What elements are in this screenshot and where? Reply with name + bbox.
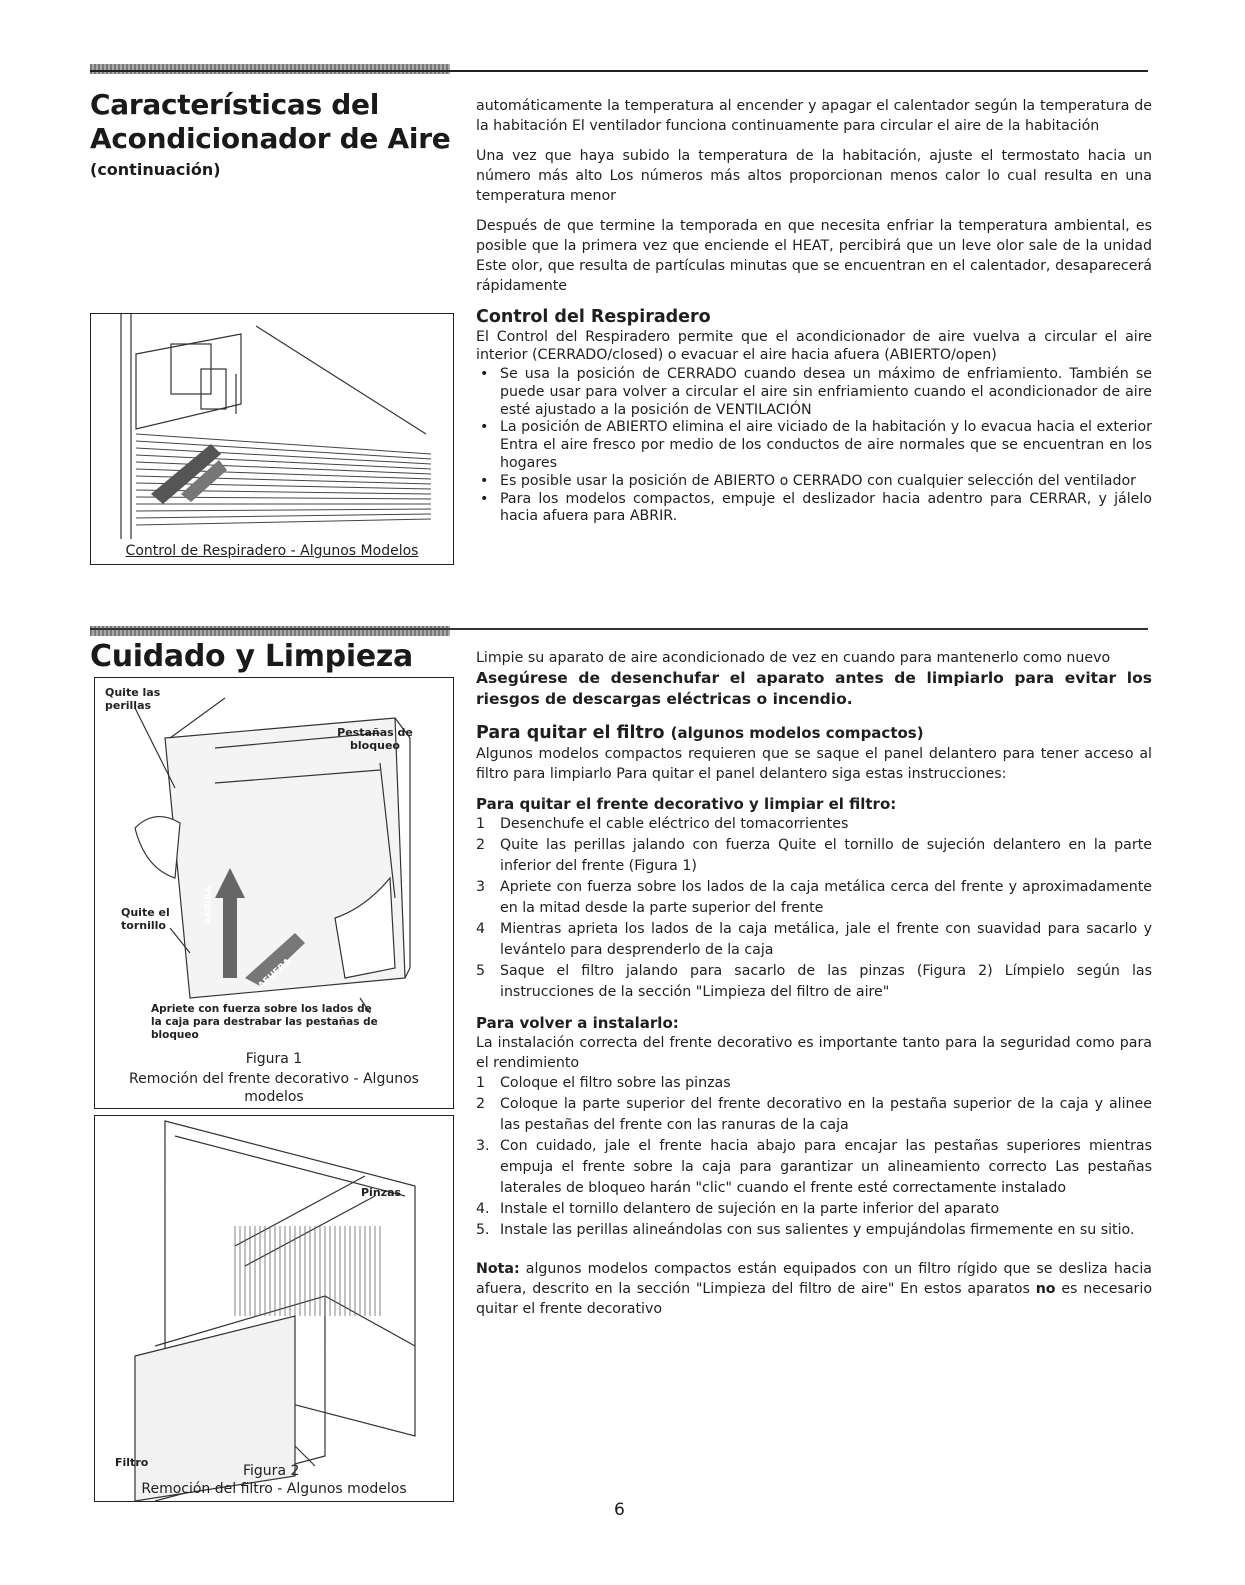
remove-steps: [476, 814, 1152, 1003]
list-item: [476, 1094, 1152, 1136]
arrow-out-label: AFUERA: [256, 956, 294, 992]
step-text: Mientras aprieta los lados de la caja metálica, jale el frente con suavidad para sacarlo y levántelo para desprenderlo de la caja: [500, 921, 1152, 958]
step-text: Apriete con fuerza sobre los lados de la caja metálica cerca del frente y aproximadamente en la mitad desde la parte superior del frente: [500, 879, 1152, 916]
page-title: [90, 88, 460, 156]
paragraph: Algunos modelos compactos requieren que se saque el panel delantero para tener acceso al filtro para limpiarlo Para quitar el panel delantero siga estas instrucciones:: [476, 746, 1152, 782]
step-text: Desenchufe el cable eléctrico del tomacorrientes: [500, 816, 849, 832]
page-number: 6: [614, 1500, 625, 1520]
note-label: Nota:: [476, 1261, 520, 1277]
list-item: [476, 1073, 1152, 1094]
step-number: 2: [476, 1096, 486, 1112]
bullet-icon: •: [480, 472, 489, 489]
title-line: Características del: [90, 88, 380, 121]
paragraph: Una vez que haya subido la temperatura de la habitación, ajuste el termostato hacia un número más alto Los números más altos proporcionan menos calor lo cual resulta en una temperatura menor: [476, 148, 1152, 204]
paragraph: Después de que termine la temporada en que necesita enfriar la temperatura ambiental, es posible que la primera vez que enciende el HEAT, percibirá que un leve olor sale de la unidad Este olor, que resulta de partículas minutas que se encuentran en el calentador, desaparecerá rápidamente: [476, 218, 1152, 294]
list-item: [476, 961, 1152, 1003]
vent-heading: Control del Respiradero: [476, 307, 711, 327]
label-screw: Quite el tornillo: [121, 906, 170, 932]
note-emphasis: no: [1035, 1281, 1056, 1297]
step-text: Instale las perillas alineándolas con sus salientes y empujándolas firmemente en su sitio.: [500, 1222, 1135, 1238]
section-title: Cuidado y Limpieza: [90, 639, 413, 674]
label-squeeze: Apriete con fuerza sobre los lados de la caja para destrabar las pestañas de bloqueo: [151, 1003, 378, 1041]
right-column-bottom: [476, 648, 1152, 1329]
step-text: Saque el filtro jalando para sacarlo de las pinzas (Figura 2) Límpielo según las instrucciones de la sección "Limpieza del filtro de aire": [500, 963, 1152, 1000]
paragraph: La instalación correcta del frente decorativo es importante tanto para la seguridad como para el rendimiento: [476, 1035, 1152, 1071]
section-rule-bar: [90, 64, 450, 74]
step-number: 3: [476, 879, 486, 895]
figure-2: [94, 1115, 454, 1502]
label-clips: Pinzas: [361, 1186, 402, 1199]
list-item: [476, 1220, 1152, 1241]
filter-heading-text: Para quitar el filtro: [476, 723, 665, 743]
bullet-text: Para los modelos compactos, empuje el deslizador hacia adentro para CERRAR, y jálelo hacia afuera para ABRIR.: [500, 490, 1152, 525]
section-rule: [90, 628, 1148, 630]
bullet-icon: •: [480, 366, 489, 382]
figure-1: [94, 677, 454, 1109]
list-item: [476, 473, 1152, 491]
list-item: [476, 491, 1152, 527]
bullet-text: Es posible usar la posición de ABIERTO o CERRADO con cualquier selección del ventilador: [500, 472, 1136, 489]
note-text: algunos modelos compactos están equipados con un filtro rígido que se desliza hacia afuera, descrito en la sección "Limpieza del filtro de aire" En estos aparatos: [476, 1261, 1152, 1297]
label-tabs: Pestañas de bloqueo: [337, 726, 413, 752]
step-number: 1: [476, 816, 486, 832]
filter-heading-note: (algunos modelos compactos): [670, 724, 924, 742]
section-rule: [90, 70, 1148, 72]
vent-control-figure: [90, 313, 454, 565]
step-number: 1: [476, 1075, 486, 1091]
step-number: 5: [476, 963, 486, 979]
label-filter: Filtro: [115, 1456, 149, 1469]
step-number: 2: [476, 837, 486, 853]
figure-number: Figura 2: [243, 1463, 300, 1479]
paragraph: El Control del Respiradero permite que el acondicionador de aire vuelva a circular el aire interior (CERRADO/closed) o evacuar el aire hacia afuera (ABIERTO/open): [476, 329, 1152, 363]
note-paragraph: [476, 1259, 1152, 1319]
figure-caption: Remoción del frente decorativo - Algunos modelos: [129, 1071, 419, 1105]
paragraph: automáticamente la temperatura al encender y apagar el calentador según la temperatura de la habitación El ventilador funciona continuamente para circular el aire de la habitación: [476, 98, 1152, 134]
list-item: [476, 366, 1152, 419]
warning-text: Asegúrese de desenchufar el aparato antes de limpiarlo para evitar los riesgos de descargas eléctricas o incendio.: [476, 669, 1152, 708]
right-column-top: [476, 96, 1152, 526]
bullet-icon: •: [480, 490, 489, 507]
step-text: Con cuidado, jale el frente hacia abajo para encajar las pestañas superiores mientras empuja el frente sobre la caja para garantizar un alineamiento correcto Las pestañas laterales de bloqueo harán "clic" cuando el frente esté correctamente instalado: [500, 1138, 1152, 1196]
slider-arrow-icon: [151, 444, 227, 504]
section-heading: [90, 88, 460, 179]
step-number: 4.: [476, 1201, 490, 1217]
arrow-up-label: ARRIBA: [204, 886, 214, 924]
filter-heading: [476, 722, 1152, 744]
list-item: [476, 814, 1152, 835]
vent-control-illustration: [91, 314, 453, 539]
list-item: [476, 919, 1152, 961]
reinstall-steps: [476, 1073, 1152, 1241]
step-number: 3.: [476, 1138, 490, 1154]
list-item: [476, 877, 1152, 919]
list-item: [476, 419, 1152, 472]
bullet-icon: •: [480, 419, 489, 436]
step-text: Instale el tornillo delantero de sujeción en la parte inferior del aparato: [500, 1201, 1000, 1217]
label-knobs: Quite las perillas: [105, 686, 161, 712]
step-text: Coloque el filtro sobre las pinzas: [500, 1075, 731, 1091]
step-number: 4: [476, 921, 486, 937]
step-number: 5.: [476, 1222, 490, 1238]
figure-caption: Remoción del filtro - Algunos modelos: [141, 1481, 407, 1497]
filter-removal-illustration: [95, 1116, 453, 1501]
note-text: es necesario quitar el frente decorativo: [476, 1281, 1152, 1317]
vent-bullets: [476, 366, 1152, 526]
list-item: [476, 1136, 1152, 1199]
title-line: Acondicionador de Aire: [90, 122, 451, 155]
bullet-text: Se usa la posición de CERRADO cuando desea un máximo de enfriamiento. También se puede usar para volver a circular el aire sin enfriamiento cuando el acondicionador de aire esté ajustado a la posición de VENTILACIÓN: [500, 366, 1152, 418]
reinstall-heading: Para volver a instalarlo:: [476, 1014, 679, 1032]
remove-heading: Para quitar el frente decorativo y limpiar el filtro:: [476, 795, 897, 813]
list-item: [476, 1199, 1152, 1220]
step-text: Coloque la parte superior del frente decorativo en la pestaña superior de la caja y alinee las pestañas del frente con las ranuras de la caja: [500, 1096, 1152, 1133]
figure-number: Figura 1: [245, 1051, 303, 1067]
list-item: [476, 835, 1152, 877]
paragraph: Limpie su aparato de aire acondicionado de vez en cuando para mantenerlo como nuevo: [476, 650, 1111, 666]
step-text: Quite las perillas jalando con fuerza Quite el tornillo de sujeción delantero en la parte inferior del frente (Figura 1): [500, 837, 1152, 874]
bullet-text: La posición de ABIERTO elimina el aire viciado de la habitación y lo evacua hacia el exterior Entra el aire fresco por medio de los conductos de aire normales que se encuentran en los hogares: [500, 419, 1152, 471]
figure-caption: Control de Respiradero - Algunos Modelos: [125, 543, 419, 559]
section-subtitle: (continuación): [90, 160, 221, 179]
